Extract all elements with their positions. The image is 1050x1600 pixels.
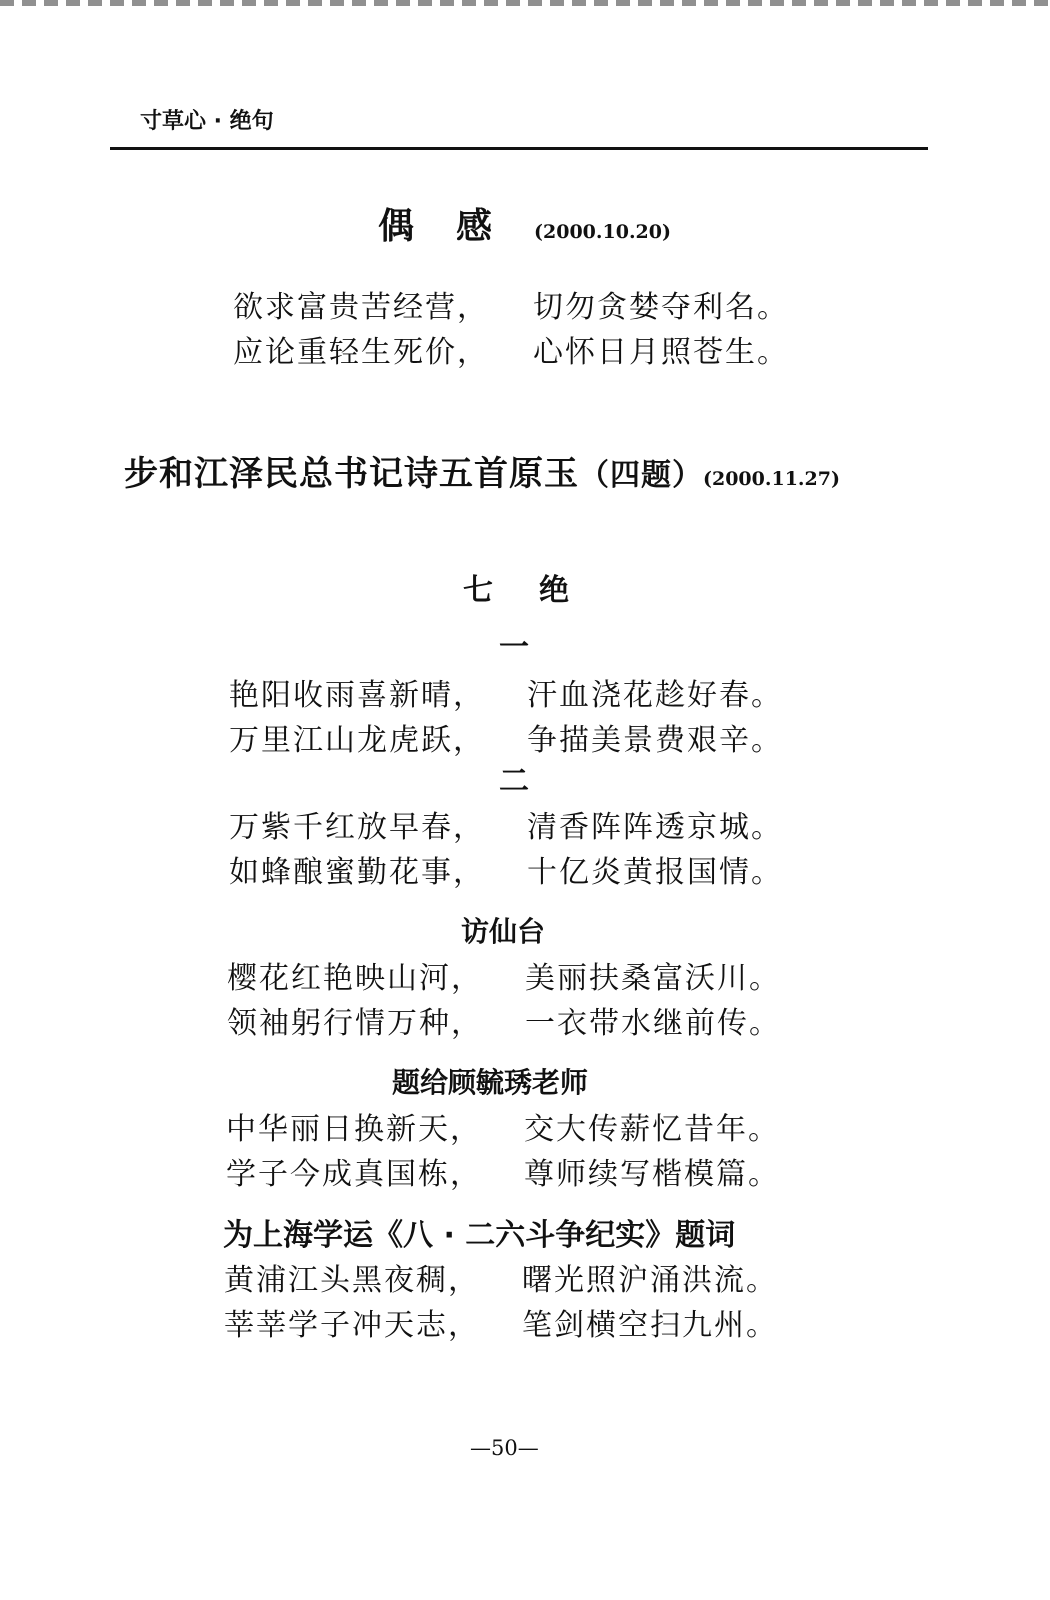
poem-4-line1-b: 交大传薪忆昔年。 xyxy=(524,1112,780,1147)
poem-2-line2-b: 十亿炎黄报国情。 xyxy=(527,855,783,890)
poem-5-line1-b: 曙光照沪涌洪流。 xyxy=(522,1263,778,1298)
poem-4-line2-a: 学子今成真国栋， xyxy=(226,1157,482,1192)
poem-2-line2-a: 如蜂酿蜜勤花事， xyxy=(229,855,485,890)
poem-heading-1: 一 xyxy=(499,630,529,665)
poem1-line1-a: 欲求富贵苦经营， xyxy=(233,290,489,325)
poem-title-text: 偶感 xyxy=(378,206,535,247)
header-rule xyxy=(110,147,928,150)
poem1-line2-b: 心怀日月照苍生。 xyxy=(533,335,789,370)
poem-heading-4: 题给顾毓琇老师 xyxy=(392,1066,589,1099)
poem-3-line1-b: 美丽扶桑富沃川。 xyxy=(525,961,781,996)
poem1-line2-a: 应论重轻生死价， xyxy=(233,335,489,370)
poem-5-line2-b: 笔剑横空扫九州。 xyxy=(522,1308,778,1343)
poem-4-line2-b: 尊师续写楷模篇。 xyxy=(524,1157,780,1192)
scan-top-edge xyxy=(0,0,1050,6)
poem-2-line1-b: 清香阵阵透京城。 xyxy=(527,810,783,845)
poem-3-line2-b: 一衣带水继前传。 xyxy=(525,1006,781,1041)
poem-heading-3: 访仙台 xyxy=(461,915,546,948)
poem-3-line2-a: 领袖躬行情万种， xyxy=(227,1006,483,1041)
poem-form-heading: 七绝 xyxy=(463,573,615,608)
section-title-text: 步和江泽民总书记诗五首原玉 xyxy=(124,454,579,494)
poem-2-line1-a: 万紫千红放早春， xyxy=(229,810,485,845)
running-header: 寸草心 · 绝句 xyxy=(140,109,274,134)
poem-heading-2: 二 xyxy=(499,764,529,799)
poem-1-line1-b: 汗血浇花趁好春。 xyxy=(527,678,783,713)
poem-date: (2000.10.20) xyxy=(534,221,671,243)
poem-1-line2-a: 万里江山龙虎跃， xyxy=(229,723,485,758)
poem-5-line1-a: 黄浦江头黑夜稠， xyxy=(224,1263,480,1298)
poem-heading-5: 为上海学运《八 · 二六斗争纪实》题词 xyxy=(223,1218,736,1253)
poem-5-line2-a: 莘莘学子冲天志， xyxy=(224,1308,480,1343)
poem1-line1-b: 切勿贪婪夺利名。 xyxy=(533,290,789,325)
poem-3-line1-a: 樱花红艳映山河， xyxy=(227,961,483,996)
page-number: —50— xyxy=(470,1436,539,1460)
section-note: （四题） xyxy=(579,458,703,493)
poem-4-line1-a: 中华丽日换新天， xyxy=(226,1112,482,1147)
poem-1-line2-b: 争描美景费艰辛。 xyxy=(527,723,783,758)
section-title xyxy=(124,446,840,495)
section-date: (2000.11.27) xyxy=(703,468,840,490)
poem-1-line1-a: 艳阳收雨喜新晴， xyxy=(229,678,485,713)
poem-title-ougan xyxy=(378,198,671,249)
